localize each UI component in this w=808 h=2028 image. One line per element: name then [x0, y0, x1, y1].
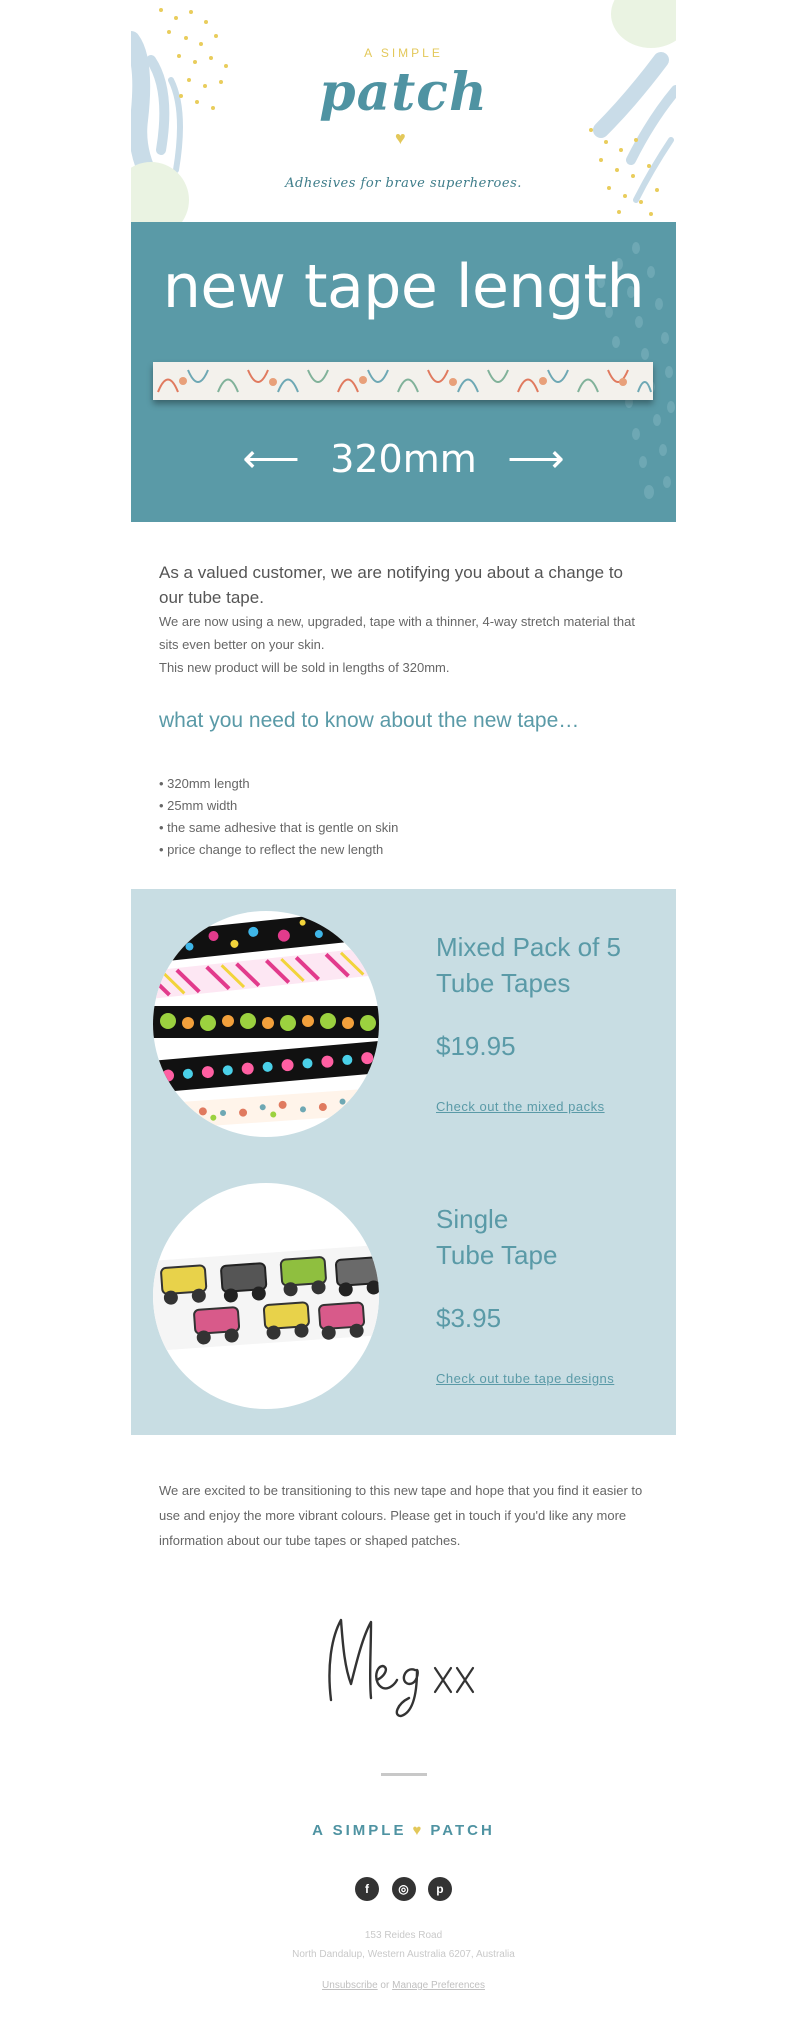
header — [131, 0, 676, 222]
feature-list — [159, 773, 648, 861]
product-name-line-1: Mixed Pack of 5 — [436, 932, 621, 962]
mixed-pack-image[interactable] — [153, 911, 379, 1137]
tube-tape-designs-link[interactable]: Check out tube tape designs — [436, 1371, 615, 1386]
hero-title: new tape length — [162, 252, 645, 322]
or-text: or — [380, 1980, 390, 1991]
length-indicator — [131, 436, 676, 482]
heart-icon: ♥ — [395, 128, 406, 148]
heart-icon: ♥ — [412, 1822, 425, 1839]
tagline: Adhesives for brave superheroes. — [285, 176, 522, 191]
intro-line-1: We are now using a new, upgraded, tape with a thinner, 4-way stretch material that sits even better on your skin. — [159, 614, 635, 652]
facebook-icon[interactable]: f — [355, 1877, 379, 1901]
product-price: $19.95 — [436, 1031, 516, 1061]
length-value: 320mm — [330, 437, 477, 481]
unsubscribe-link[interactable]: Unsubscribe — [322, 1980, 378, 1991]
divider — [381, 1773, 427, 1776]
arrow-right-icon: ⟶ — [507, 437, 565, 481]
product-name-line-2: Tube Tapes — [436, 968, 571, 998]
product-name — [436, 1201, 557, 1273]
logo-small-text: A SIMPLE — [364, 46, 443, 60]
intro-lead: As a valued customer, we are notifying you about a change to our tube tape. — [159, 563, 624, 607]
pinterest-icon[interactable]: p — [428, 1877, 452, 1901]
address-line-1: 153 Reides Road — [364, 1930, 443, 1941]
footer-legal — [131, 1980, 676, 1991]
product-name — [436, 929, 621, 1001]
list-item: • the same adhesive that is gentle on skin — [159, 820, 399, 835]
tape-strip-image — [153, 362, 653, 400]
product-card-mixed-pack — [131, 889, 676, 1119]
hero-banner — [131, 222, 676, 522]
intro-line-2: This new product will be sold in lengths of 320mm. — [159, 660, 450, 675]
instagram-icon[interactable]: ◎ — [392, 1877, 416, 1901]
intro-section — [131, 522, 676, 679]
address-line-2: North Dandalup, Western Australia 6207, Australia — [292, 1949, 515, 1960]
list-item: • 25mm width — [159, 798, 238, 813]
section-heading: what you need to know about the new tape… — [159, 709, 580, 732]
mixed-packs-link[interactable]: Check out the mixed packs — [436, 1099, 605, 1114]
social-links — [131, 1877, 676, 1901]
product-price: $3.95 — [436, 1303, 502, 1333]
footer-brand-right: PATCH — [430, 1822, 495, 1839]
arrow-left-icon: ⟵ — [242, 437, 300, 481]
product-name-line-1: Single — [436, 1204, 509, 1234]
products-panel — [131, 889, 676, 1435]
single-tape-image[interactable] — [153, 1183, 379, 1409]
manage-preferences-link[interactable]: Manage Preferences — [392, 1980, 485, 1991]
list-item: • price change to reflect the new length — [159, 842, 384, 857]
signature — [131, 1608, 676, 1723]
product-name-line-2: Tube Tape — [436, 1240, 558, 1270]
product-card-single-tape — [131, 1161, 676, 1391]
list-item: • 320mm length — [159, 776, 250, 791]
email-container — [131, 0, 676, 1991]
footer-brand-left: A SIMPLE — [312, 1822, 407, 1839]
logo-wordmark[interactable]: patch — [319, 62, 488, 123]
closing-paragraph: We are excited to be transitioning to this new tape and hope that you find it easier to use and enjoy the more vibrant colours. Please get in touch if you'd like any more information about our tube tapes or shaped patches. — [159, 1483, 643, 1548]
signature-image — [131, 1608, 676, 1718]
address — [131, 1926, 676, 1964]
footer-brand[interactable] — [131, 1822, 676, 1839]
